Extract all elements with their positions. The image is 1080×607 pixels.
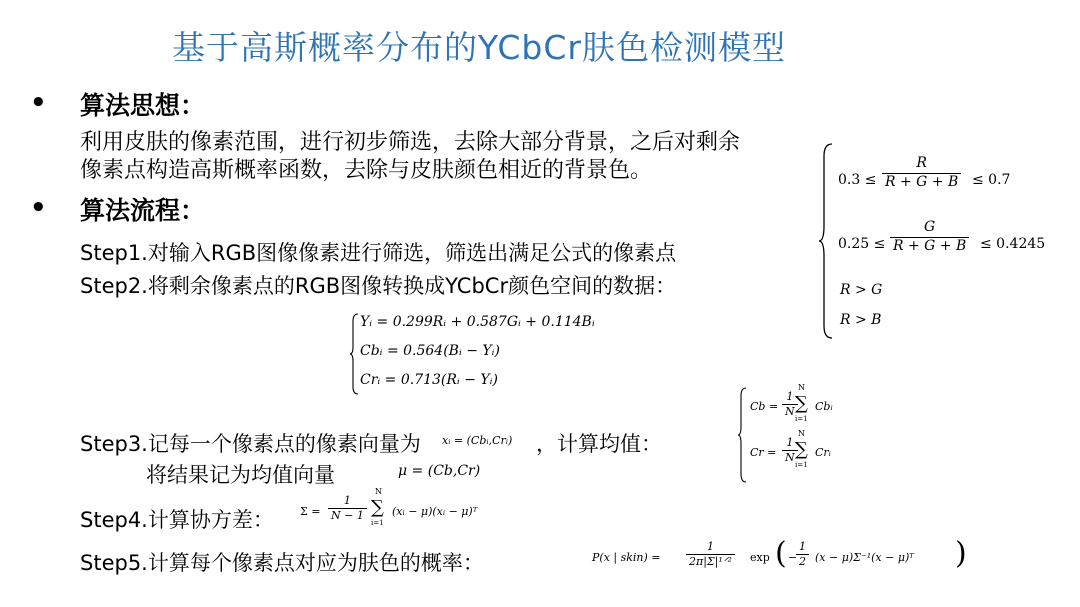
- cond2-fraction: $\frac{G}{R + G + B}$: [890, 219, 969, 255]
- prob-half: $\frac{1}{2}$: [796, 540, 809, 569]
- cov-term: (xᵢ − μ)(xᵢ − μ)ᵀ: [392, 505, 478, 518]
- paren-close-icon: ): [955, 536, 967, 571]
- minus-sign: −: [788, 551, 798, 564]
- mean-cb-left: Cb =: [750, 400, 779, 413]
- step5-text: Step5.计算每个像素点对应为肤色的概率：: [80, 551, 484, 575]
- step3-mean-label: ，计算均值：: [536, 432, 662, 456]
- cond1-fraction: $\frac{R}{R + G + B}$: [882, 155, 961, 191]
- idea-text-line1: 利用皮肤的像素范围，进行初步筛选，去除大部分背景，之后对剩余: [80, 130, 741, 155]
- step2-text: Step2.将剩余像素点的RGB图像转换成YCbCr颜色空间的数据：: [80, 274, 677, 298]
- prob-exp: exp: [750, 551, 770, 564]
- section-heading-flow: 算法流程：: [80, 196, 206, 225]
- paren-open-icon: (: [775, 536, 787, 571]
- cov-sum-bottom: i=1: [371, 519, 384, 527]
- mean-vector: μ = (Cb,Cr): [398, 463, 481, 479]
- sum-icon: ∑: [795, 439, 808, 460]
- step4-text: Step4.计算协方差：: [80, 508, 274, 532]
- sum-icon: ∑: [371, 497, 384, 518]
- step1-text: Step1.对输入RGB图像像素进行筛选，筛选出满足公式的像素点: [80, 241, 677, 265]
- mean-cr-sum-top: N: [798, 429, 805, 438]
- prob-frac: 1 2π|Σ|¹ᐟ²: [686, 540, 735, 569]
- step3-text: Step3.记每一个像素点的像素向量为: [80, 432, 421, 456]
- cov-frac: $\frac{1}{N - 1}$: [328, 494, 367, 523]
- idea-text-line2: 像素点构造高斯概率函数，去除与皮肤颜色相近的背景色。: [80, 158, 653, 183]
- ycbcr-formula-cr: Crᵢ = 0.713(Rᵢ − Yᵢ): [360, 372, 498, 388]
- step3-mean-vector-text: 将结果记为均值向量: [146, 463, 335, 487]
- ycbcr-brace: [349, 312, 359, 396]
- mean-cb-term: Cbᵢ: [815, 400, 833, 413]
- prob-term: (x − μ)Σ⁻¹(x − μ)ᵀ: [815, 551, 914, 564]
- cond2-right: ≤ 0.4245: [980, 236, 1046, 252]
- mean-cr-frac: $\frac{1}{N}$: [782, 436, 798, 465]
- bullet-icon: •: [30, 193, 47, 223]
- mean-cb-sum-top: N: [798, 383, 805, 392]
- cond4: R > B: [840, 312, 882, 328]
- pixel-vector: xᵢ = (Cbᵢ,Crᵢ): [442, 434, 513, 447]
- mean-cb-sum-bottom: i=1: [795, 415, 808, 423]
- bullet-icon: •: [30, 88, 47, 118]
- mean-cr-left: Cr =: [750, 446, 777, 459]
- cond2-left: 0.25 ≤: [838, 236, 886, 252]
- cond1-right: ≤ 0.7: [972, 172, 1011, 188]
- ycbcr-formula-cb: Cbᵢ = 0.564(Bᵢ − Yᵢ): [360, 343, 500, 359]
- sum-icon: ∑: [795, 393, 808, 414]
- section-heading-idea: 算法思想：: [80, 91, 206, 120]
- mean-cb-frac: $\frac{1}{N}$: [782, 390, 798, 419]
- page-title: 基于高斯概率分布的YCbCr肤色检测模型: [172, 28, 786, 67]
- prob-left: P(x | skin) =: [592, 551, 661, 564]
- mean-brace: [737, 386, 747, 484]
- cond3: R > G: [840, 282, 883, 298]
- mean-cr-term: Crᵢ: [815, 446, 831, 459]
- cond1-left: 0.3 ≤: [838, 172, 877, 188]
- cov-left: Σ =: [300, 505, 321, 518]
- cov-sum-top: N: [375, 487, 382, 496]
- ycbcr-formula-y: Yᵢ = 0.299Rᵢ + 0.587Gᵢ + 0.114Bᵢ: [360, 314, 595, 330]
- mean-cr-sum-bottom: i=1: [795, 461, 808, 469]
- condition-brace: [818, 142, 834, 340]
